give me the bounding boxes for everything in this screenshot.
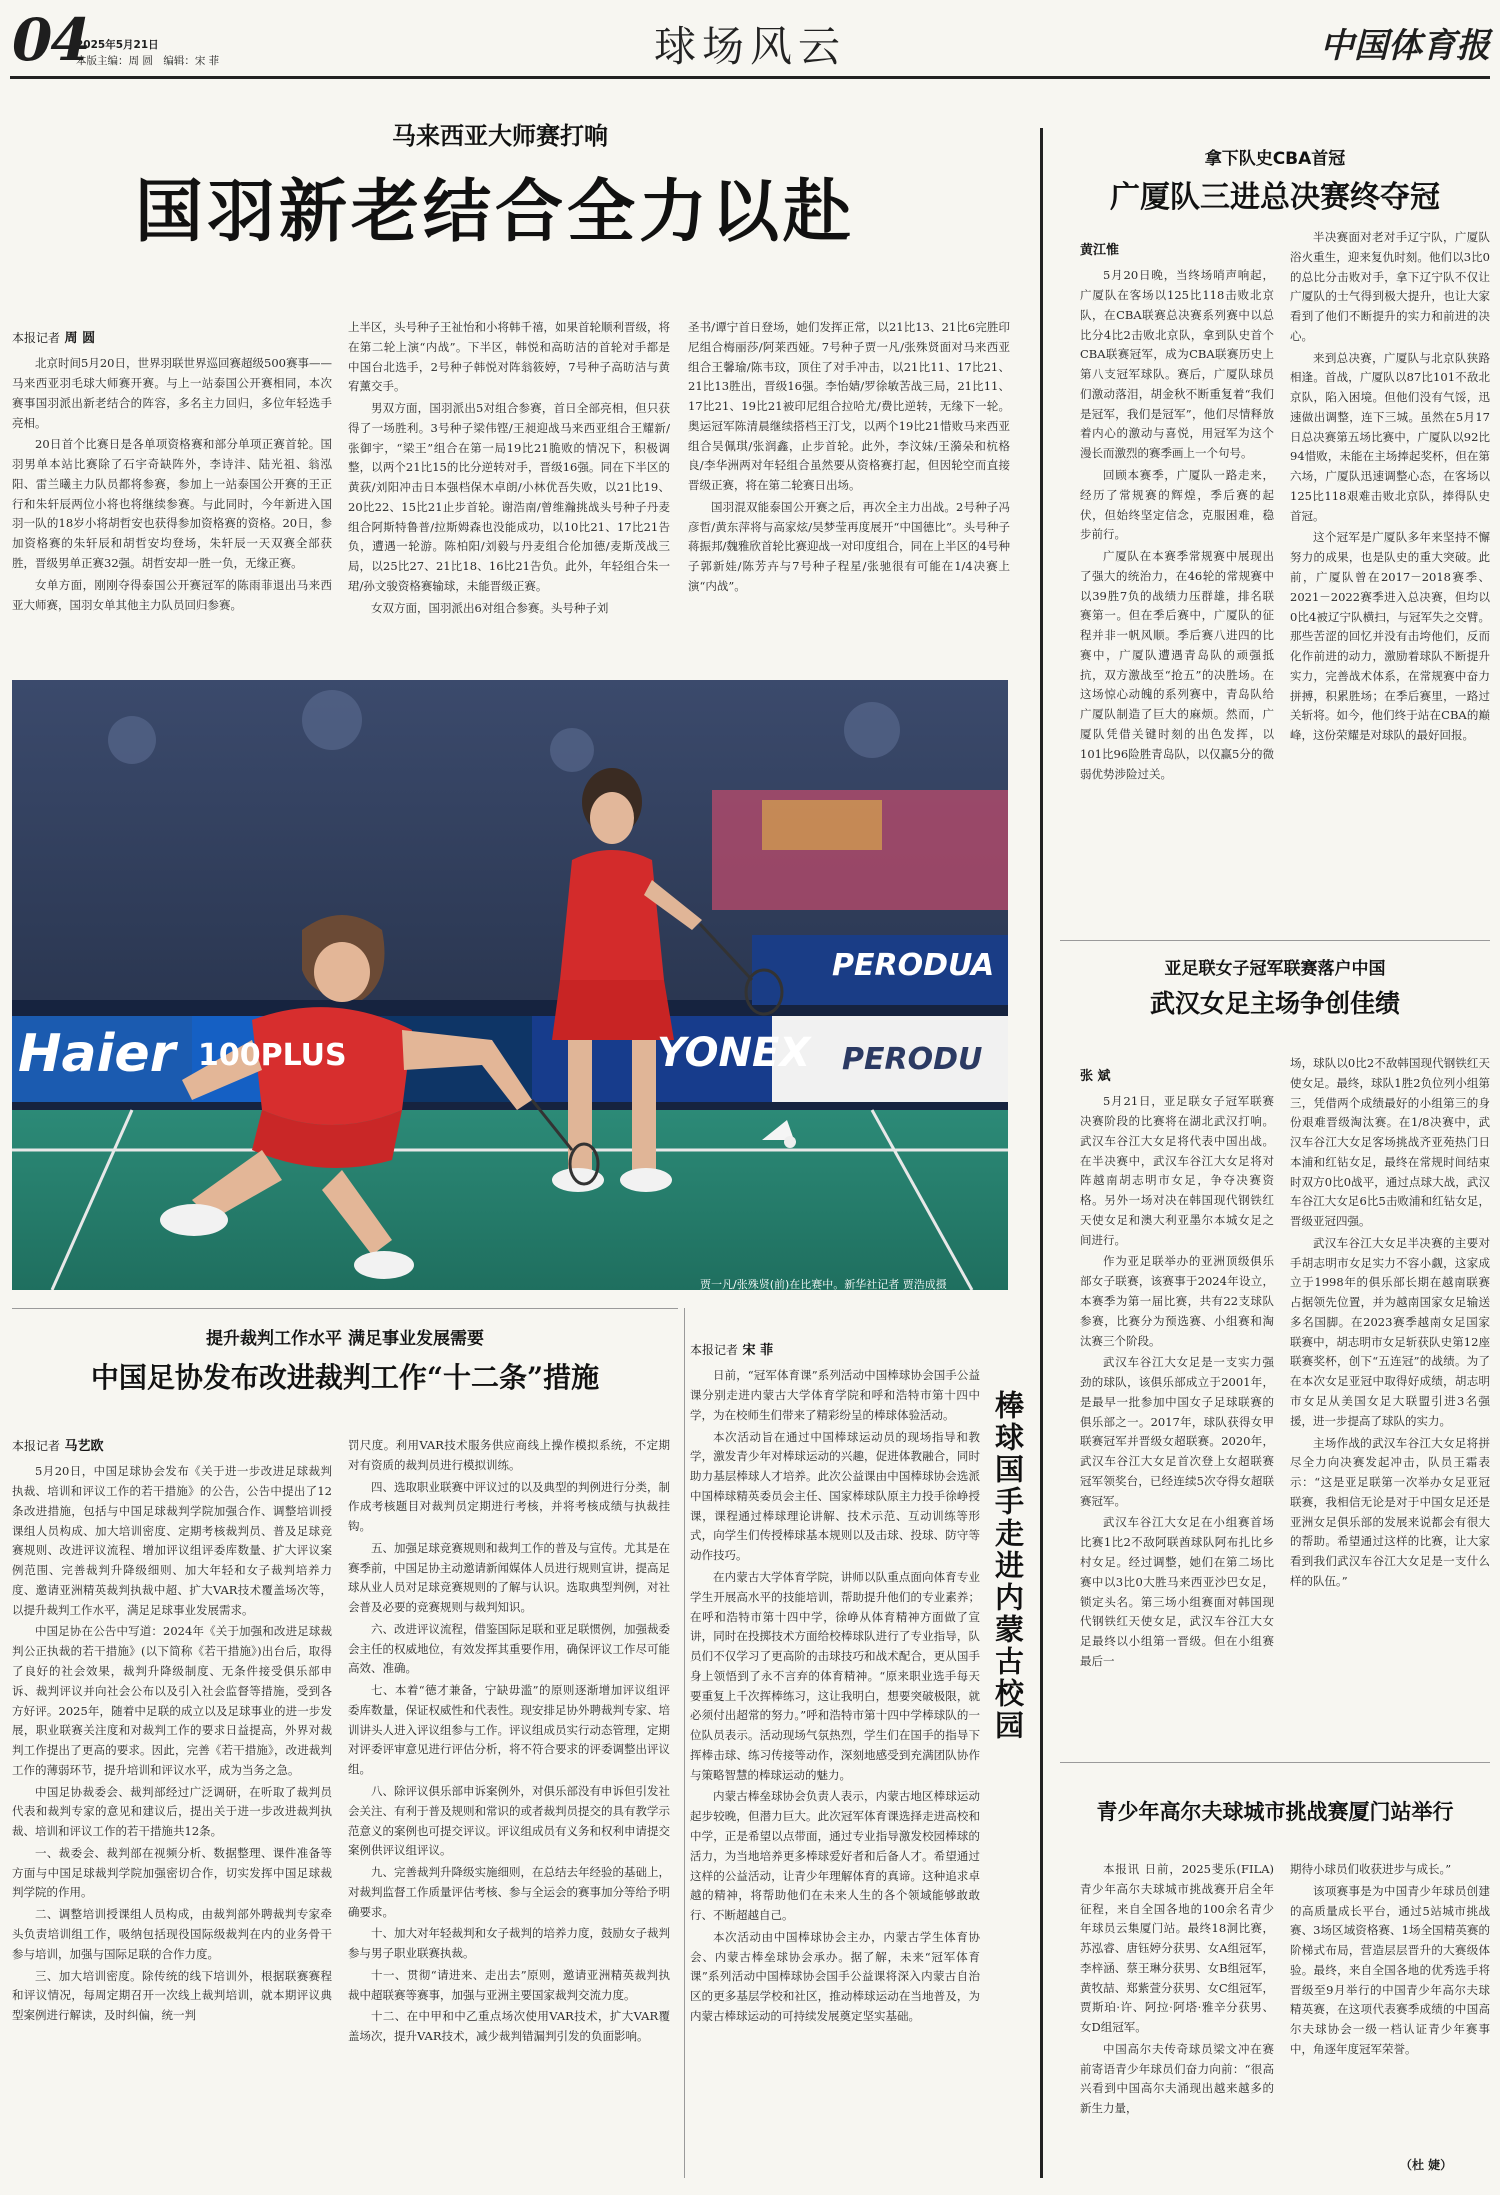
paragraph: 内蒙古棒垒球协会负责人表示，内蒙古地区棒球运动起步较晚，但潜力巨大。此次冠军体育课选择走进高校和中学，正是希望以点带面，通过专业指导激发校园棒球的活力，为当地培养更多棒球爱好者和后备人才。希望通过这样的公益活动，让青少年理解体育的真谛。这种追求卓越的精神，将帮助他们在未来人生的各个领域能够敢敢行、不断超越自己。 [690, 1789, 980, 1923]
badminton-author [12, 328, 332, 350]
paragraph: 主场作战的武汉车谷江大女足将拼尽全力向决赛发起冲击，队员王霜表示：“这是亚足联第一次举办女足亚冠联赛，我相信无论是对于中国女足还是亚洲女足俱乐部的发展来说都会有很大的帮助。希望通过这样的比赛，让大家看到我们武汉车谷江大女足是一支什么样的队伍。” [1290, 1435, 1490, 1588]
paragraph: 本次活动旨在通过中国棒球运动员的现场指导和教学，激发青少年对棒球运动的兴趣，促进体教融合，同时助力基层棒球人才培养。此次公益课由中国棒球协会选派中国棒球精英委员会主任、国家棒球队原主力投手徐峥授课，课程通过棒球理论讲解、技术示范、互动训练等形式，向学生们传授棒球基本规则以及击球、投球、防守等动作技巧。 [690, 1429, 980, 1563]
section-divider [12, 1308, 678, 1309]
baseball-body [690, 1340, 980, 2180]
paragraph: 本报讯 日前，2025斐乐(FILA)青少年高尔夫球城市挑战赛开启全年征程，来自全国各地的100余名青少年球员云集厦门站。最终18洞比赛，苏泓睿、唐钰婷分获男、女A组冠军，李梓涵、蔡王琳分获男、女B组冠军，黄牧喆、郑紫萱分获男、女C组冠军，贾斯珀·许、阿拉·阿塔·雅辛分获男、女D组冠军。 [1080, 1862, 1274, 2035]
paragraph: 男双方面，国羽派出5对组合参赛，首日全部亮相，但只获得了一场胜利。3号种子梁伟铿/王昶迎战马来西亚组合王耀新/张御宇，“梁王”组合在第一局19比21脆败的情况下，积极调整，以两个21比15的比分逆转对手，晋级16强。同在下半区的黄荻/刘阳冲击日本强档保木卓朗/小林优吾失败，以21比19、20比22、15比21止步首轮。谢浩南/曾维瀚挑战头号种子丹麦组合阿斯特鲁普/拉斯姆森也没能成功，以10比21、17比21告负，遭遇一轮游。陈柏阳/刘毅与丹麦组合伦加德/麦斯茂战三局，以25比27、21比18、16比21告负。此外，年轻组合朱一珺/孙文骏资格赛输球，未能晋级正赛。 [348, 401, 670, 593]
paragraph: 该项赛事是为中国青少年球员创建的高质量成长平台，通过5站城市挑战赛、3场区域资格赛、1场全国精英赛的阶梯式布局，营造层层晋升的大赛级体验。最终，来自全国各地的优秀选手将晋级至9月举行的中国青少年高尔夫球精英赛，在这项代表赛季成绩的中国高尔夫球协会一级一档认证青少年赛事中，角逐年度冠军荣誉。 [1290, 1883, 1490, 2056]
wuhan-col-2 [1290, 1054, 1490, 1742]
author-name: 宋 菲 [742, 1343, 774, 1358]
sponsor-yonex: YONEX [657, 1030, 811, 1076]
cba-col-2 [1290, 228, 1490, 940]
cba-headline: 广厦队三进总决赛终夺冠 [1110, 180, 1440, 215]
page-number: 04 [12, 6, 89, 74]
cba-col-1 [1080, 240, 1274, 940]
paragraph: 十二、在中甲和中乙重点场次使用VAR技术，扩大VAR覆盖场次，提升VAR技术，减少裁判错漏判引发的负面影响。 [348, 2009, 670, 2044]
paragraph: 八、除评议俱乐部申诉案例外，对俱乐部没有申诉但引发社会关注、有利于普及规则和常识的或者裁判员提交的具有教学示范意义的案例也可提交评议。评议组成员有义务和权利申请提交案例供评议组评议。 [348, 1784, 670, 1858]
paragraph: 国羽混双能泰国公开赛之后，再次全主力出战。2号种子冯彦哲/黄东萍将与高家炫/吴梦莹再度展开“中国德比”。头号种子蒋振邦/魏雅欣首轮比赛迎战一对印度组合，同在上半区的4号种子郭新娃/陈芳卉与7号种子程星/张驰很有可能在1/4决赛上演“内战”。 [688, 499, 1010, 593]
paragraph: 这个冠军是广厦队多年来坚持不懈努力的成果，也是队史的重大突破。此前，广厦队曾在2017－2018赛季、2021－2022赛季进入总决赛，但均以0比4被辽宁队横扫，与冠军失之交臂。那些苦涩的回忆并没有击垮他们，反而化作前进的动力，激励着球队不断提升实力，完善战术体系，在常规赛中奋力拼搏，积累胜场；在季后赛里，一路过关斩将。如今，他们终于站在CBA的巅峰，这份荣耀是对球队的最好回报。 [1290, 530, 1490, 743]
paragraph: 四、选取职业联赛中评议过的以及典型的判例进行分类，制作成考核题目对裁判员定期进行考核，并将考核成绩与执裁挂钩。 [348, 1479, 670, 1534]
paragraph: 武汉车谷江大女足在小组赛首场比赛1比2不敌阿联酋球队阿布扎比乡村女足。经过调整，她们在第二场比赛中以3比0大胜马来西亚沙巴女足，锁定头名。第三场小组赛面对韩国现代钢铁红天使女足，武汉车谷江大女足最终以小组第一晋级。但在小组赛最后一 [1080, 1515, 1274, 1668]
cba-kicker: 拿下队史CBA首冠 [1204, 149, 1346, 169]
badminton-kicker: 马来西亚大师赛打响 [392, 121, 608, 150]
column-divider [1040, 128, 1043, 2178]
section-divider [684, 1308, 685, 2178]
paragraph: 5月20日，中国足球协会发布《关于进一步改进足球裁判执裁、培训和评议工作的若干措施》的公告，公告中提出了12条改进措施，包括与中国足球裁判学院加强合作、调整培训授课组人员构成、加大培训密度、定期考核裁判员、普及足球竞赛规则、改进评议流程、增加评议组评委库数量、扩大评议案例范围、完善裁判升降级细则、加大年轻和女子裁判培养力度、邀请亚洲精英裁判执裁中超、扩大VAR技术覆盖场次等，以提升裁判工作水平，满足足球事业发展需求。 [12, 1464, 332, 1617]
paragraph: 5月21日，亚足联女子冠军联赛决赛阶段的比赛将在湖北武汉打响。武汉车谷江大女足将代表中国出战。在半决赛中，武汉车谷江大女足将对阵越南胡志明市女足，争夺决赛资格。另外一场对决在韩国现代钢铁红天使女足和澳大利亚墨尔本城女足之间进行。 [1080, 1094, 1274, 1247]
sponsor-perodua: PERODUA [832, 948, 995, 983]
paragraph: 五、加强足球竞赛规则和裁判工作的普及与宣传。尤其是在赛季前，中国足协主动邀请新闻媒体人员进行规则宣讲，提高足球从业人员对足球竞赛规则的了解与认识。选取典型判例，对社会普及必要的竞赛规则与裁判知识。 [348, 1540, 670, 1615]
paragraph: 期待小球员们收获进步与成长。” [1290, 1862, 1452, 1876]
paragraph: 中国高尔夫传奇球员梁文冲在赛前寄语青少年球员们奋力向前：“很高兴看到中国高尔夫涌现出越来越多的新生力量， [1080, 2041, 1274, 2116]
sponsor-perodua-board: PERODU [842, 1042, 983, 1077]
badminton-photo [12, 680, 1008, 1290]
golf-col-2 [1290, 1860, 1490, 2160]
badminton-col-3 [688, 318, 1010, 668]
golf-byline: （杜 婕） [1400, 2158, 1453, 2172]
paragraph: 在内蒙古大学体育学院，讲师以队重点面向体育专业学生开展高水平的技能培训，帮助提升他们的专业素养；在呼和浩特市第十四中学，徐峥从体育精神方面做了宣讲，同时在投掷技术方面给校棒球队进行了专业指导，队员们不仅学习了更高阶的击球技巧和战术配合，更从国手身上领悟到了永不言弃的体育精神。“原来职业选手每天要重复上千次挥棒练习，这让我明白，想要突破极限，就必须付出超常的努力。”呼和浩特市第十四中学棒球队的一位队员表示。活动现场气氛热烈，学生们在国手的指导下挥棒击球、练习传接等动作，深刻地感受到充满团队协作与策略智慧的棒球运动的魅力。 [690, 1570, 980, 1782]
page-editors: 本版主编：周 圆 编辑：宋 菲 [76, 54, 220, 67]
paragraph: 九、完善裁判升降级实施细则，在总结去年经验的基础上，对裁判监督工作质量评估考核、参与全运会的赛事加分等给予明确要求。 [348, 1865, 670, 1919]
wuhan-kicker: 亚足联女子冠军联赛落户中国 [1164, 959, 1386, 979]
sponsor-100plus: 100PLUS [198, 1038, 347, 1073]
section-title: 球场风云 [653, 22, 846, 71]
paragraph: 圣书/谭宁首日登场，她们发挥正常，以21比13、21比6完胜印尼组合梅丽莎/阿莱西娅。7号种子贾一凡/张殊贤面对马来西亚组合王馨瑜/陈韦玟，顶住了对手冲击，以21比11、17比21、21比13胜出，晋级16强。李怡婧/罗徐敏苦战三局，21比11、17比21、19比21被印尼组合拉哈尤/费比逆转，无缘下一轮。奥运冠军陈清晨继续搭档王汀戈，以两个19比21惜败马来西亚组合吴佩琪/张润鑫，止步首轮。此外，李汶妹/王漪朵和杭格良/李华洲两对年轻组合虽然要从资格赛打起，但因轮空而直接晋级正赛，将在第二轮赛日出场。 [688, 320, 1010, 493]
paragraph: 武汉车谷江大女足是一支实力强劲的球队，该俱乐部成立于2001年，是最早一批参加中国女子足球联赛的俱乐部之一。2017年，球队获得女甲联赛冠军并晋级女超联赛。2020年，武汉车谷江大女足首次登上女超联赛冠军领奖台，已经连续5次夺得女超联赛冠军。 [1080, 1355, 1274, 1508]
golf-headline: 青少年高尔夫球城市挑战赛厦门站举行 [1096, 1799, 1454, 1824]
paragraph: 半决赛面对老对手辽宁队，广厦队浴火重生，迎来复仇时刻。他们以3比0的总比分击败对手，拿下辽宁队不仅让广厦队的士气得到极大提升，也让大家看到了他们不断提升的实力和前进的决心。 [1290, 230, 1490, 343]
photo-caption: 贾一凡/张殊贤(前)在比赛中。新华社记者 贾浩成摄 [700, 1278, 947, 1291]
paragraph: 六、改进评议流程，借鉴国际足联和亚足联惯例，加强裁委会主任的权威地位，有效发挥其重要作用，确保评议工作尽可能高效、准确。 [348, 1621, 670, 1676]
paragraph: 回顾本赛季，广厦队一路走来，经历了常规赛的辉煌，季后赛的起伏，但始终坚定信念，克服困难，稳步前行。 [1080, 468, 1274, 542]
baseball-author [690, 1340, 980, 1362]
wuhan-col-1 [1080, 1066, 1274, 1742]
section-divider [1060, 940, 1490, 941]
header-rule [10, 76, 1490, 79]
masthead: 中国体育报 [1320, 26, 1490, 66]
author-name: 周 圆 [64, 331, 96, 346]
badminton-col-2 [348, 318, 670, 668]
author-name: 马艺欧 [64, 1439, 104, 1454]
badminton-headline: 国羽新老结合全力以赴 [134, 173, 855, 252]
paragraph: 上半区，头号种子王祉怡和小将韩千禧，如果首轮顺利晋级，将在第二轮上演“内战”。下半区，韩悦和高昉洁的首轮对手都是中国台北选手，2号种子韩悦对阵翁筱婷，7号种子高昉洁与黄宥薰交手。 [348, 320, 670, 394]
section-divider [1060, 1762, 1490, 1763]
sponsor-haier: Haier [18, 1024, 176, 1084]
paragraph: 来到总决赛，广厦队与北京队狭路相逢。首战，广厦队以87比101不敌北京队，陷入困境。但他们没有气馁，迅速做出调整，连下三城。虽然在5月17日总决赛第五场比赛中，广厦队以92比94惜败，未能在主场捧起奖杯，但在第六场，广厦队迅速调整心态，在客场以125比118艰难击败北京队，捧得队史首冠。 [1290, 350, 1490, 523]
paragraph: 本次活动由中国棒球协会主办，内蒙古学生体育协会、内蒙古棒垒球协会承办。据了解，未来“冠军体育课”系列活动中国棒球协会国手公益课将深入内蒙古自治区的更多基层学校和社区，推动棒球运动在当地普及，为内蒙古棒球运动的可持续发展奠定坚实基础。 [690, 1929, 980, 2023]
football-headline: 中国足协发布改进裁判工作“十二条”措施 [90, 1361, 600, 1394]
baseball-headline: 棒球国手走进内蒙古校园 [991, 1390, 1025, 1742]
wuhan-headline: 武汉女足主场争创佳绩 [1149, 989, 1400, 1018]
author-label: 本报记者 [690, 1343, 739, 1357]
paragraph: 北京时间5月20日，世界羽联世界巡回赛超级500赛事——马来西亚羽毛球大师赛开赛。与上一站泰国公开赛相同，本次赛事国羽派出新老结合的阵容，多名主力回归，多位年轻选手亮相。 [12, 356, 332, 430]
badminton-col-1 [12, 328, 332, 668]
football-author [12, 1436, 332, 1458]
author-label: 本报记者 [12, 331, 61, 345]
paragraph: 广厦队在本赛季常规赛中展现出了强大的统治力，在46轮的常规赛中以39胜7负的战绩力压群雄，排名联赛第一。但在季后赛中，广厦队的征程并非一帆风顺。季后赛八进四的比赛中，广厦队遭遇青岛队的顽强抵抗，双方激战至“抢五”的决胜场。在这场惊心动魄的系列赛中，青岛队给广厦队制造了巨大的麻烦。然而，广厦队凭借关键时刻的出色发挥，以101比96险胜青岛队，以仅赢5分的微弱优势涉险过关。 [1080, 549, 1274, 781]
paragraph: 十、加大对年轻裁判和女子裁判的培养力度，鼓励女子裁判参与男子职业联赛执裁。 [348, 1926, 670, 1961]
paragraph: 七、本着“德才兼备，宁缺毋滥”的原则逐渐增加评议组评委库数量，保证权威性和代表性。现安排足协外聘裁判专家、培训讲头人进入评议组参与工作。评议组成员实行动态管理，定期对评委评审意见进行评估分析，将不符合要求的评委调整出评议组。 [348, 1683, 670, 1777]
paragraph: 作为亚足联举办的亚洲顶级俱乐部女子联赛，该赛事于2024年设立，本赛季为第一届比赛，共有22支球队参赛，比赛分为预选赛、小组赛和淘汰赛三个阶段。 [1080, 1254, 1274, 1348]
football-col-1 [12, 1436, 332, 2180]
photo-illustration [12, 680, 1008, 1290]
football-col-2 [348, 1436, 670, 2180]
author-label: 本报记者 [12, 1439, 61, 1453]
paragraph: 三、加大培训密度。除传统的线下培训外，根据联赛赛程和评议情况，每周定期召开一次线上裁判培训，就本期评议典型案例进行解读，及时纠偏，统一判 [12, 1968, 332, 2023]
paragraph: 一、裁委会、裁判部在视频分析、数据整理、课件准备等方面与中国足球裁判学院加强密切合作，切实发挥中国足球裁判学院的作用。 [12, 1845, 332, 1900]
cba-author: 黄江惟 [1080, 243, 1120, 258]
golf-col-1 [1080, 1860, 1274, 2178]
paragraph: 武汉车谷江大女足半决赛的主要对手胡志明市女足实力不容小觑，这家成立于1998年的俱乐部长期在越南联赛占据领先位置，并为越南国家女足输送多名国脚。在2023赛季越南女足国家联赛中，胡志明市女足斩获队史第12座联赛奖杯，创下“五连冠”的战绩。为了在本次女足亚冠中取得好成绩，胡志明市女足从美国女足大联盟引进3名强援，进一步提高了球队的实力。 [1290, 1235, 1490, 1428]
football-kicker: 提升裁判工作水平 满足事业发展需要 [206, 1329, 484, 1349]
paragraph: 女单方面，刚刚夺得泰国公开赛冠军的陈雨菲退出马来西亚大师赛，国羽女单其他主力队员回归参赛。 [12, 577, 332, 612]
wuhan-author: 张 斌 [1080, 1069, 1111, 1084]
paragraph: 二、调整培训授课组人员构成，由裁判部外聘裁判专家牵头负责培训组工作，吸纳包括现役国际级裁判在内的业务骨干参与培训，加强与国际足联的合作力度。 [12, 1907, 332, 1961]
paragraph: 中国足协裁委会、裁判部经过广泛调研，在听取了裁判员代表和裁判专家的意见和建议后，提出关于进一步改进裁判执裁、培训和评议工作的若干措施共12条。 [12, 1784, 332, 1839]
paragraph: 中国足协在公告中写道：2024年《关于加强和改进足球裁判公正执裁的若干措施》(以下简称《若干措施》)出台后，取得了良好的社会效果，裁判升降级制度、无条件接受俱乐部申诉、裁判评议并向社会公布以及引入社会监督等措施，受到各方好评。2025年，随着中足联的成立以及足球事业的进一步发展，职业联赛关注度和对裁判工作的要求日益提高，外界对裁判工作提出了更高的要求。因此，完善《若干措施》，改进裁判工作的薄弱环节，提升培训和评议水平，成为当务之急。 [12, 1624, 332, 1777]
paragraph: 5月20日晚，当终场哨声响起，广厦队在客场以125比118击败北京队，在CBA联赛总决赛系列赛中以总比分4比2击败北京队，拿到队史首个CBA联赛冠军，成为CBA联赛历史上第八支冠军球队。赛后，广厦队球员们激动落泪，胡金秋不断重复着“我们是冠军，我们是冠军”，他们尽情释放着内心的激动与喜悦，用冠军为这个漫长而激烈的赛季画上一个句号。 [1080, 268, 1274, 461]
paragraph: 场，球队以0比2不敌韩国现代钢铁红天使女足。最终，球队1胜2负位列小组第三，凭借两个成绩最好的小组第三的身份艰难晋级淘汰赛。在1/8决赛中，武汉车谷江大女足客场挑战齐亚苑热门日本浦和红钻女足，最终在常规时间结束时双方0比0战平，通过点球大战，武汉车谷江大女足6比5击败浦和红钻女足，晋级亚冠四强。 [1290, 1056, 1490, 1229]
page-date: 2025年5月21日 [76, 39, 159, 51]
paragraph: 20日首个比赛日是各单项资格赛和部分单项正赛首轮。国羽男单本站比赛除了石宇奇缺阵外，李诗沣、陆光祖、翁泓阳、雷兰曦主力队员都将参赛，参加上一站泰国公开赛的王正行和朱轩辰两位小将也将继续参赛。与此同时，今年新进入国羽一队的18岁小将胡哲安也获得参加资格赛的资格。20日，参加资格赛的朱轩辰和胡哲安均登场，朱轩辰一天双赛全部获胜，晋级男单正赛32强。胡哲安却一胜一负，无缘正赛。 [12, 437, 332, 571]
paragraph: 日前，“冠军体育课”系列活动中国棒球协会国手公益课分别走进内蒙古大学体育学院和呼和浩特市第十四中学，为在校师生们带来了精彩纷呈的棒球体验活动。 [690, 1368, 980, 1422]
paragraph: 罚尺度。利用VAR技术服务供应商线上操作模拟系统，不定期对有资质的裁判员进行模拟训练。 [348, 1438, 670, 1472]
paragraph: 十一、贯彻“请进来、走出去”原则，邀请亚洲精英裁判执裁中超联赛等赛事，加强与亚洲主要国家裁判交流力度。 [348, 1967, 670, 2002]
paragraph: 女双方面，国羽派出6对组合参赛。头号种子刘 [371, 600, 609, 615]
